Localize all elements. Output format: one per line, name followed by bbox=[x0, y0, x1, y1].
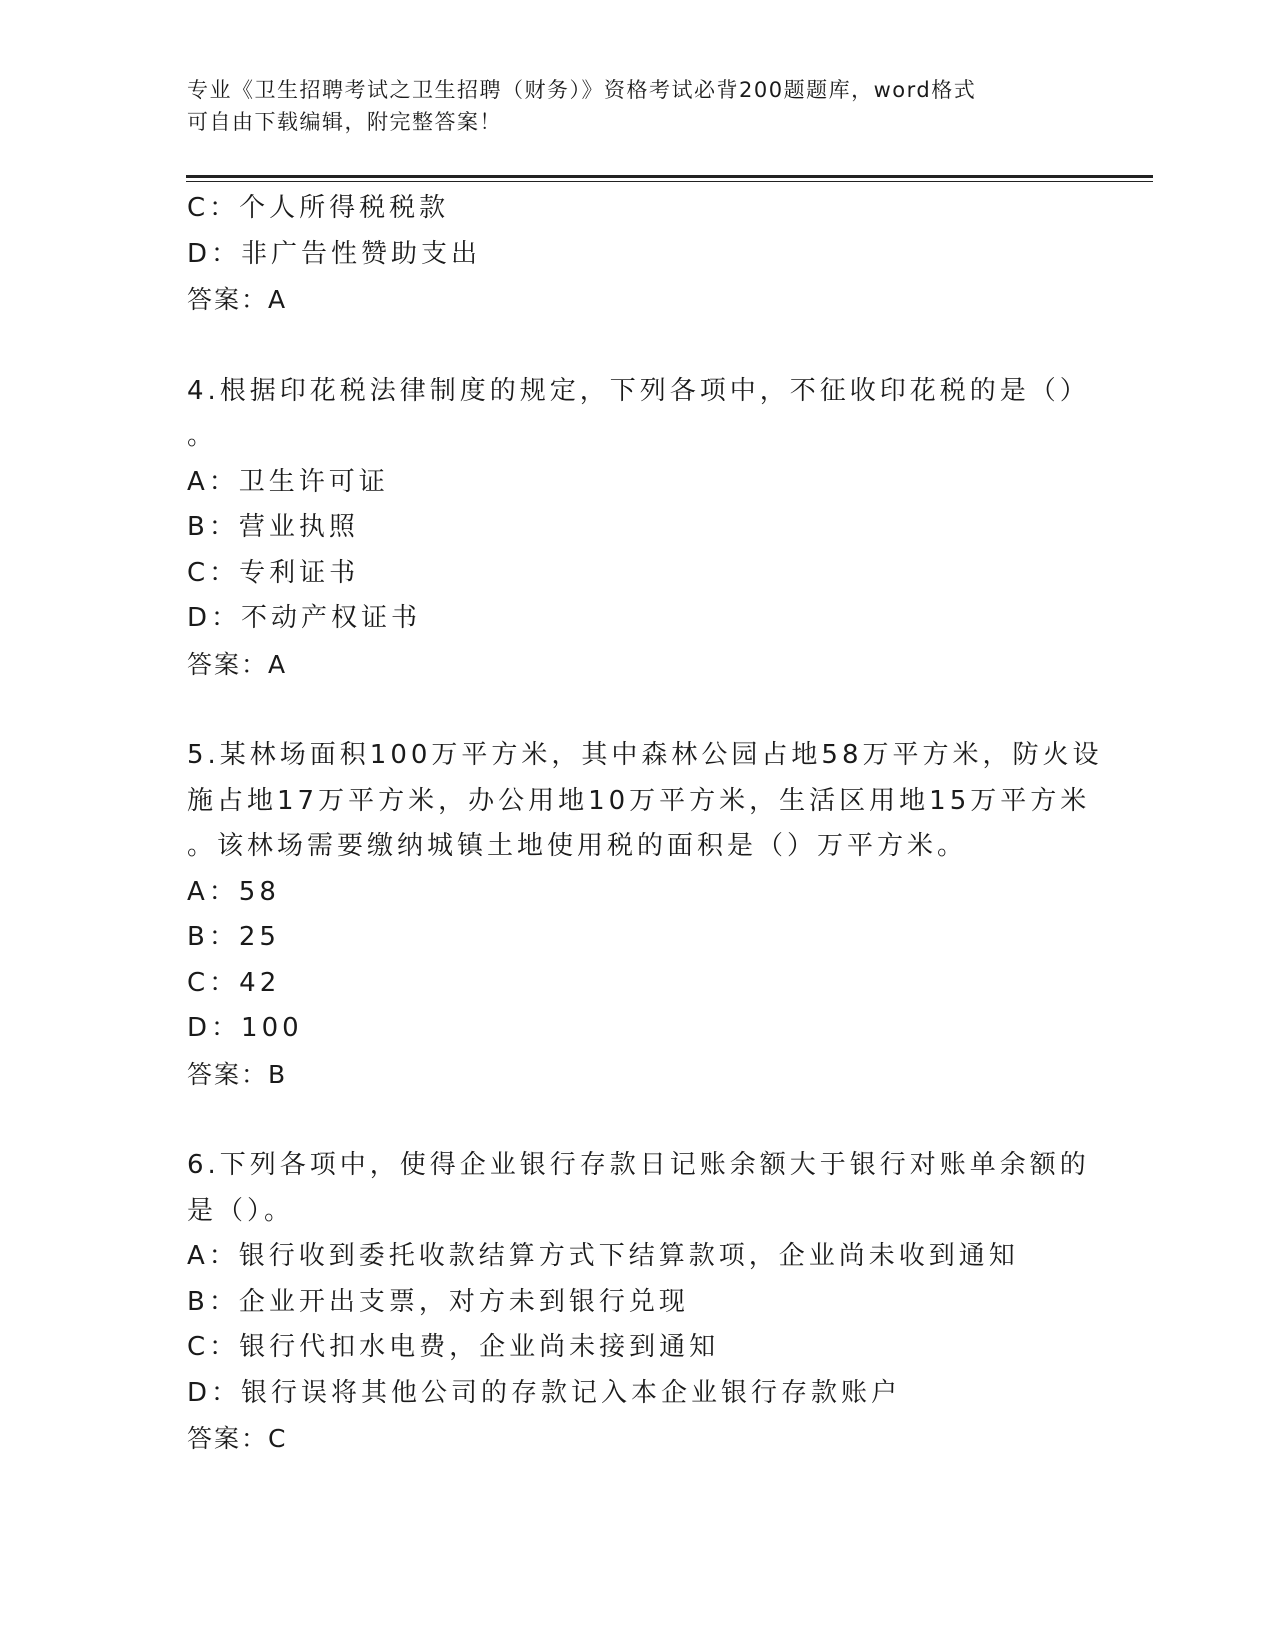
question-stem-line: 施占地17万平方米，办公用地10万平方米，生活区用地15万平方米 bbox=[187, 785, 1091, 816]
spacer bbox=[187, 687, 1087, 733]
option-d: D：非广告性赞助支出 bbox=[187, 238, 482, 269]
answer-line: 答案：A bbox=[187, 285, 288, 314]
option-c: C：个人所得税税款 bbox=[187, 193, 450, 223]
question-3-tail bbox=[187, 186, 1087, 323]
question-6 bbox=[187, 1143, 1090, 1462]
page-header bbox=[187, 74, 1087, 138]
question-stem-line: 是（）。 bbox=[187, 1195, 295, 1226]
header-title-line-2: 可自由下载编辑，附完整答案！ bbox=[187, 110, 502, 134]
option-c: C：42 bbox=[187, 967, 281, 998]
spacer bbox=[187, 323, 1087, 369]
header-divider bbox=[186, 175, 1153, 178]
question-stem-line: 6.下列各项中，使得企业银行存款日记账余额大于银行对账单余额的 bbox=[187, 1150, 1090, 1180]
spacer bbox=[187, 1097, 1087, 1143]
option-c: C：银行代扣水电费，企业尚未接到通知 bbox=[187, 1332, 720, 1362]
option-a: A：58 bbox=[187, 876, 280, 907]
question-content bbox=[187, 186, 1103, 1462]
question-4 bbox=[187, 369, 1090, 688]
answer-line: 答案：B bbox=[187, 1059, 288, 1089]
question-stem-line: 。 bbox=[187, 421, 218, 451]
option-c: C：专利证书 bbox=[187, 557, 360, 588]
question-5 bbox=[187, 733, 1103, 1097]
question-stem-line: 。该林场需要缴纳城镇土地使用税的面积是（）万平方米。 bbox=[187, 831, 968, 861]
option-b: B：营业执照 bbox=[187, 512, 359, 542]
option-d: D：100 bbox=[187, 1013, 303, 1043]
option-b: B：企业开出支票，对方未到银行兑现 bbox=[187, 1286, 689, 1317]
question-stem-line: 5.某林场面积100万平方米，其中森林公园占地58万平方米，防火设 bbox=[187, 740, 1103, 770]
answer-line: 答案：C bbox=[187, 1424, 288, 1453]
answer-line: 答案：A bbox=[187, 649, 288, 679]
option-d: D：不动产权证书 bbox=[187, 603, 422, 633]
header-title-line-1: 专业《卫生招聘考试之卫生招聘（财务）》资格考试必背200题题库，word格式 bbox=[187, 78, 977, 102]
option-b: B：25 bbox=[187, 922, 280, 952]
question-stem-line: 4.根据印花税法律制度的规定，下列各项中，不征收印花税的是（） bbox=[187, 375, 1090, 406]
option-a: A：卫生许可证 bbox=[187, 466, 389, 497]
option-d: D：银行误将其他公司的存款记入本企业银行存款账户 bbox=[187, 1377, 902, 1408]
option-a: A：银行收到委托收款结算方式下结算款项，企业尚未收到通知 bbox=[187, 1241, 1019, 1271]
